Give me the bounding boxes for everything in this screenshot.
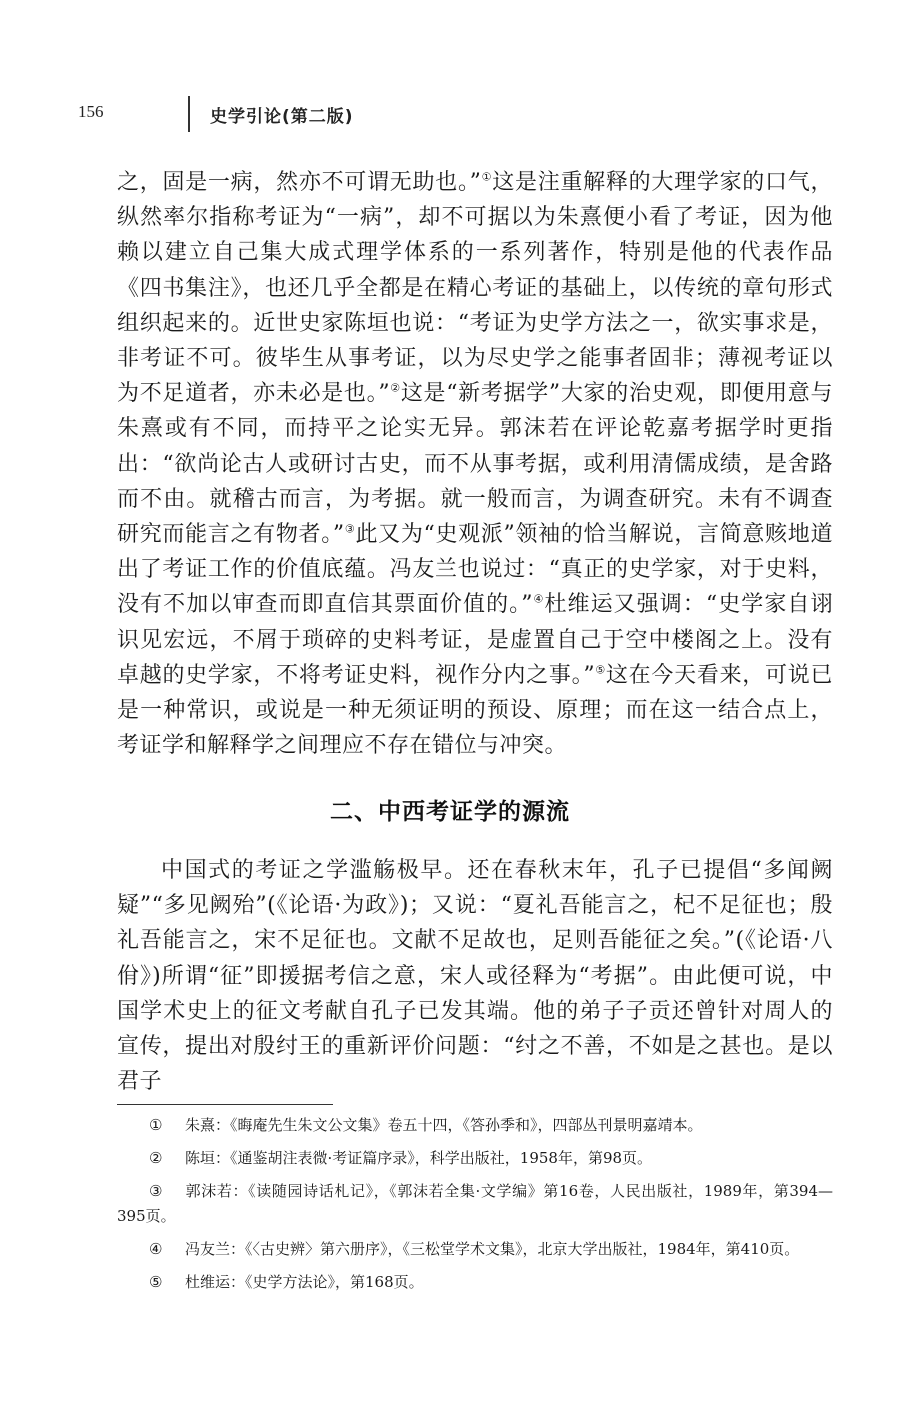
footnote-number: ③ xyxy=(149,1182,163,1200)
footnote-5 xyxy=(117,1270,833,1295)
second-text-block xyxy=(117,853,833,1099)
paragraph-1-segment: 这是注重解释的大理学家的口气，纵然率尔指称考证为“一病”，却不可据以为朱熹便小看了考证，因为他赖以建立自己集大成式理学体系的一系列著作，特别是他的代表作品《四书集注》，也还几乎全都是在精心考证的基础上，以传统的章句形式组织起来的。近世史家陈垣也说：“考证为史学方法之一，欲实事求是，非考证不可。彼毕生从事考证，以为尽史学之能事者固非；薄视考证以为不足道者，亦未必是也。” xyxy=(117,170,833,407)
footnote-2 xyxy=(117,1146,833,1171)
paragraph-1-segment: 杜维运又强调：“史学家自诩识见宏远，不屑于琐碎的史料考证，是虚置自己于空中楼阁之上。没有卓越的史学家，不将考证史料，视作分内之事。” xyxy=(117,592,833,688)
footnote-text: 杜维运：《史学方法论》，第168页。 xyxy=(185,1273,424,1291)
footnote-ref-2: ② xyxy=(390,381,401,395)
footnote-divider xyxy=(117,1104,333,1105)
footnote-3 xyxy=(117,1179,833,1229)
footnote-ref-1: ① xyxy=(481,170,493,184)
paragraph-1-segment: 这是“新考据学”大家的治史观，即便用意与朱熹或有不同，而持平之论实无异。郭沫若在评论乾嘉考据学时更指出：“欲尚论古人或研讨古史，而不从事考据，或利用清儒成绩，是舍路而不由。就稽古而言，为考据。就一般而言，为调查研究。未有不调查研究而能言之有物者。” xyxy=(117,381,833,548)
footnote-text: 郭沫若：《读随园诗话札记》，《郭沫若全集·文学编》第16卷，人民出版社，1989年，第394—395页。 xyxy=(117,1182,833,1225)
footnote-ref-5: ⑤ xyxy=(595,663,606,677)
running-title: 史学引论(第二版) xyxy=(210,107,354,127)
footnote-1 xyxy=(117,1113,833,1138)
footnote-number: ① xyxy=(149,1116,163,1134)
footnote-4 xyxy=(117,1237,833,1262)
footnote-number: ④ xyxy=(149,1240,163,1258)
header-divider xyxy=(188,96,190,132)
main-text-block xyxy=(117,165,833,763)
running-header xyxy=(78,96,838,132)
page-number: 156 xyxy=(78,102,104,121)
footnote-text: 朱熹：《晦庵先生朱文公文集》卷五十四，《答孙季和》，四部丛刊景明嘉靖本。 xyxy=(185,1116,703,1134)
paragraph-1 xyxy=(117,165,833,763)
paragraph-1-segment: 这在今天看来，可说已是一种常识，或说是一种无须证明的预设、原理；而在这一结合点上，考证学和解释学之间理应不存在错位与冲突。 xyxy=(117,662,833,759)
footnote-text: 冯友兰：《〈古史辨〉第六册序》，《三松堂学术文集》，北京大学出版社，1984年，第410页。 xyxy=(185,1240,800,1258)
paragraph-2: 中国式的考证之学滥觞极早。还在春秋末年，孔子已提倡“多闻阙疑”“多见阙殆”(《论语·为政》)；又说：“夏礼吾能言之，杞不足征也；殷礼吾能言之，宋不足征也。文献不足故也，足则吾能征之矣。”(《论语·八佾》)所谓“征”即援据考信之意，宋人或径释为“考据”。由此便可说，中国学术史上的征文考献自孔子已发其端。他的弟子子贡还曾针对周人的宣传，提出对殷纣王的重新评价问题：“纣之不善，不如是之甚也。是以君子 xyxy=(117,858,833,1095)
footnote-number: ② xyxy=(149,1149,163,1167)
paragraph-1-segment: 此又为“史观派”领袖的恰当解说，言简意赅地道出了考证工作的价值底蕴。冯友兰也说过：“真正的史学家，对于史料，没有不加以审查而即直信其票面价值的。” xyxy=(117,522,833,618)
footnote-number: ⑤ xyxy=(149,1273,163,1291)
footnote-ref-4: ④ xyxy=(532,593,545,607)
section-heading: 二、中西考证学的源流 xyxy=(330,799,570,825)
footnotes xyxy=(117,1113,833,1303)
footnote-text: 陈垣：《通鉴胡注表微·考证篇序录》，科学出版社，1958年，第98页。 xyxy=(185,1149,653,1167)
footnote-ref-3: ③ xyxy=(344,522,356,536)
paragraph-1-segment: 之，固是一病，然亦不可谓无助也。” xyxy=(117,170,482,195)
